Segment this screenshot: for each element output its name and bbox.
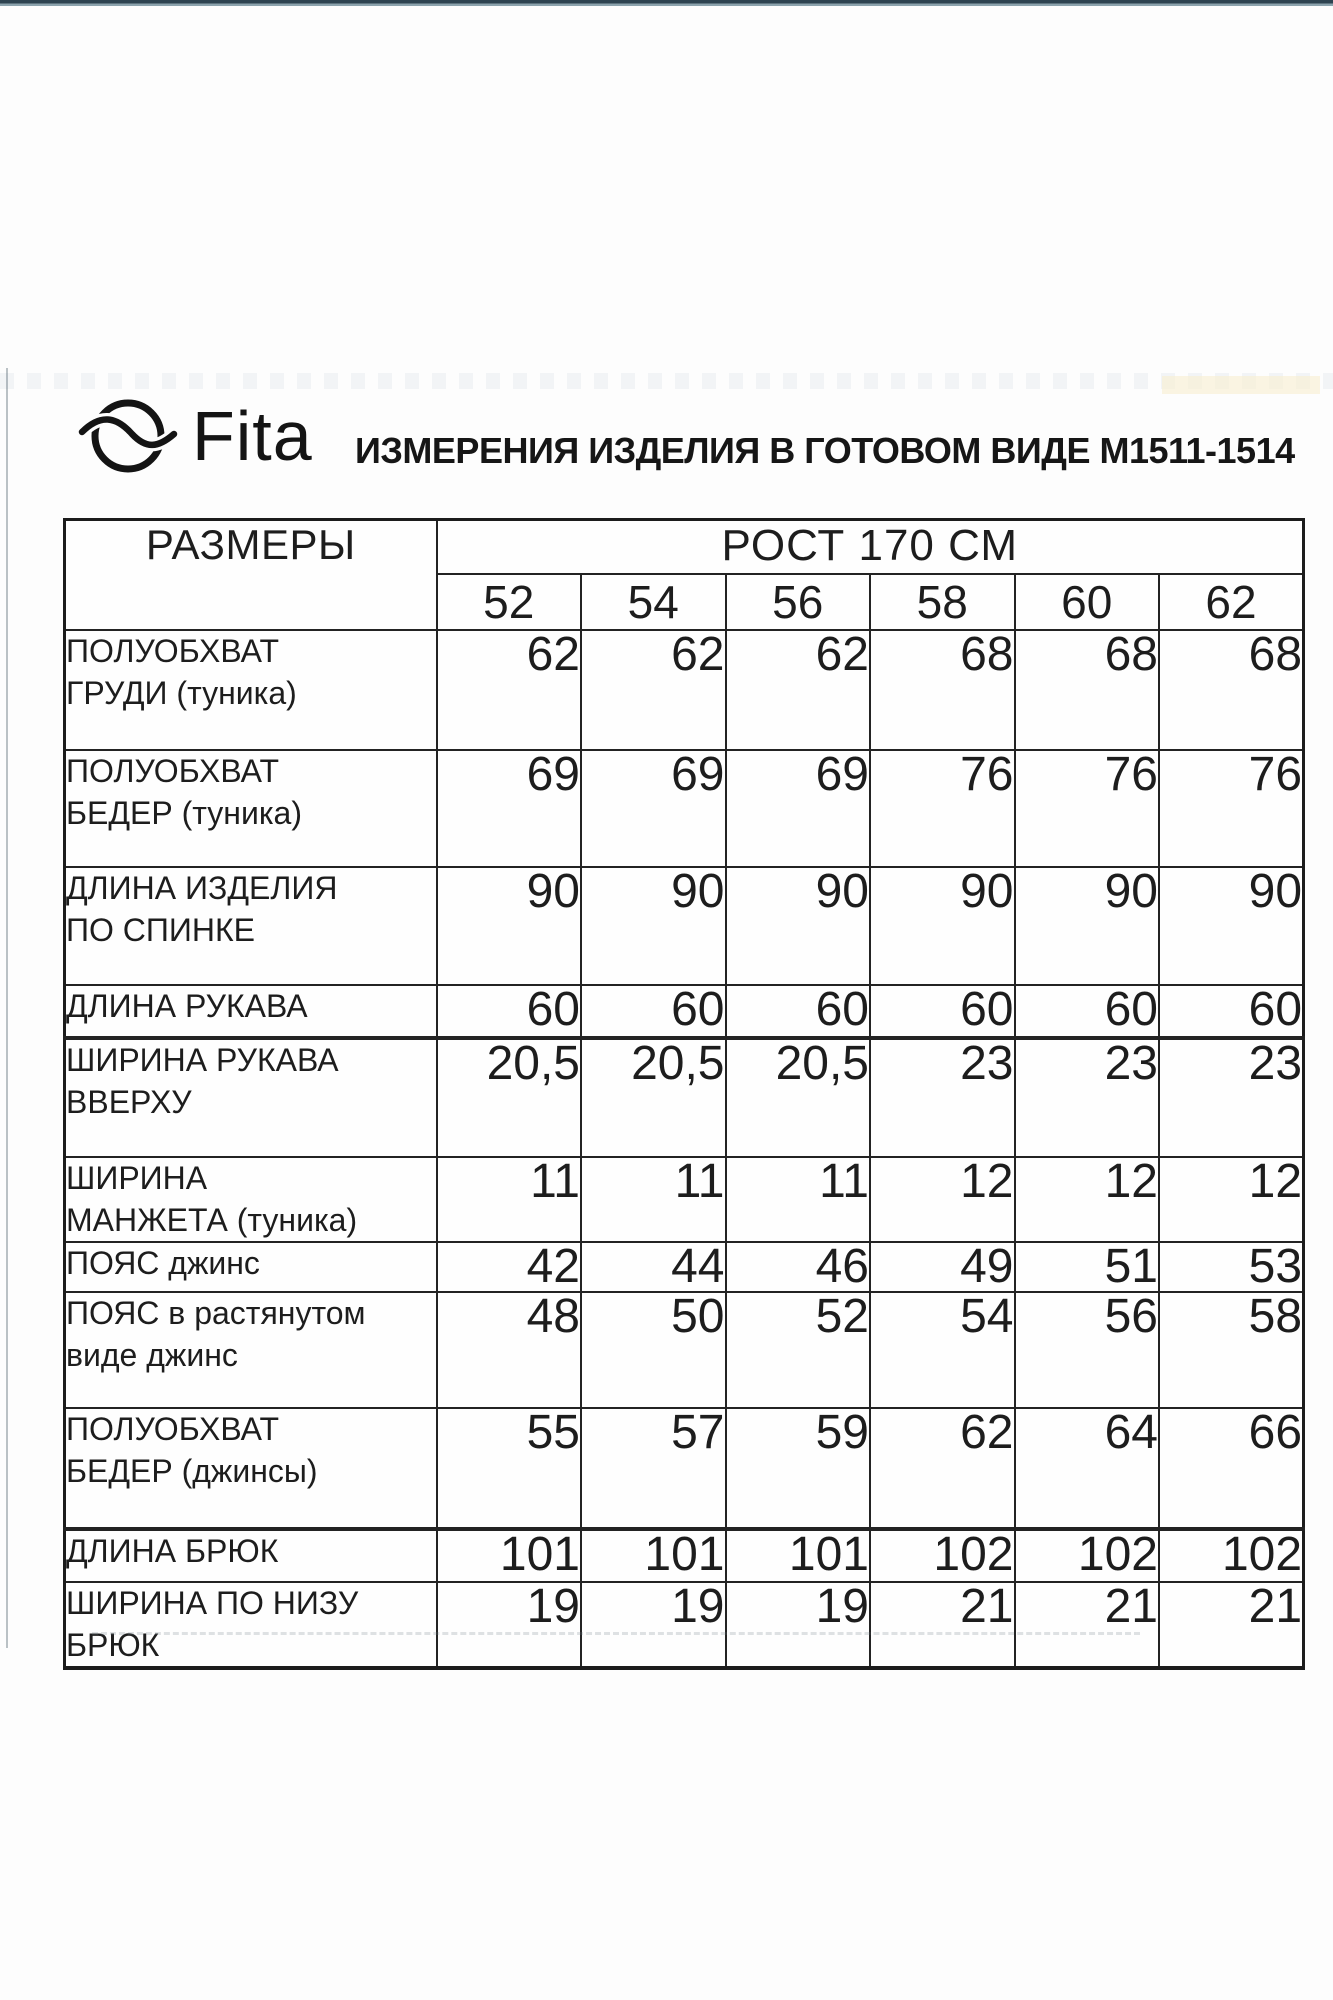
row-label (65, 1408, 437, 1529)
value-cell: 49 (870, 1242, 1015, 1292)
row-label-text: ШИРИНА РУКАВА ВВЕРХУ (66, 1042, 339, 1120)
table-row (65, 1582, 1304, 1668)
row-label (65, 630, 437, 750)
table-row (65, 1529, 1304, 1582)
size-column-header: 56 (726, 574, 871, 630)
value-cell: 69 (581, 750, 726, 867)
value-cell: 76 (1159, 750, 1304, 867)
row-label (65, 1292, 437, 1408)
value-cell: 90 (581, 867, 726, 985)
row-label (65, 1038, 437, 1157)
row-label (65, 1157, 437, 1242)
value-cell: 101 (726, 1529, 871, 1582)
top-divider-rule (0, 0, 1333, 6)
value-cell: 11 (581, 1157, 726, 1242)
page-title: ИЗМЕРЕНИЯ ИЗДЕЛИЯ В ГОТОВОМ ВИДЕ М1511-1514 (355, 430, 1295, 471)
value-cell: 54 (870, 1292, 1015, 1408)
value-cell: 90 (1159, 867, 1304, 985)
value-cell: 101 (581, 1529, 726, 1582)
table-row (65, 630, 1304, 750)
value-cell: 53 (1159, 1242, 1304, 1292)
row-label-text: ПОЯС в растянутом виде джинс (66, 1295, 366, 1373)
size-table (63, 518, 1305, 1670)
value-cell: 62 (870, 1408, 1015, 1529)
value-cell: 20,5 (581, 1038, 726, 1157)
row-label (65, 867, 437, 985)
value-cell: 60 (581, 985, 726, 1038)
value-cell: 56 (1015, 1292, 1160, 1408)
size-column-header: 60 (1015, 574, 1160, 630)
row-label (65, 1242, 437, 1292)
value-cell: 90 (437, 867, 582, 985)
value-cell: 19 (581, 1582, 726, 1668)
value-cell: 23 (1159, 1038, 1304, 1157)
value-cell: 62 (437, 630, 582, 750)
table-row (65, 1038, 1304, 1157)
value-cell: 102 (1015, 1529, 1160, 1582)
value-cell: 69 (726, 750, 871, 867)
value-cell: 60 (870, 985, 1015, 1038)
value-cell: 90 (1015, 867, 1160, 985)
table-row (65, 1157, 1304, 1242)
value-cell: 69 (437, 750, 582, 867)
row-label (65, 750, 437, 867)
row-label-text: ДЛИНА РУКАВА (66, 988, 308, 1024)
value-cell: 23 (1015, 1038, 1160, 1157)
value-cell: 48 (437, 1292, 582, 1408)
value-cell: 50 (581, 1292, 726, 1408)
value-cell: 52 (726, 1292, 871, 1408)
size-column-header: 62 (1159, 574, 1304, 630)
value-cell: 21 (1015, 1582, 1160, 1668)
value-cell: 64 (1015, 1408, 1160, 1529)
value-cell: 60 (1159, 985, 1304, 1038)
value-cell: 58 (1159, 1292, 1304, 1408)
value-cell: 20,5 (437, 1038, 582, 1157)
value-cell: 101 (437, 1529, 582, 1582)
value-cell: 21 (1159, 1582, 1304, 1668)
row-label-text: ПОЛУОБХВАТ ГРУДИ (туника) (66, 633, 297, 711)
value-cell: 90 (726, 867, 871, 985)
table-row (65, 750, 1304, 867)
value-cell: 23 (870, 1038, 1015, 1157)
table-row (65, 1242, 1304, 1292)
value-cell: 90 (870, 867, 1015, 985)
row-label-text: ДЛИНА ИЗДЕЛИЯ ПО СПИНКЕ (66, 870, 338, 948)
row-label-text: ШИРИНА ПО НИЗУ БРЮК (66, 1585, 359, 1663)
row-label (65, 1529, 437, 1582)
value-cell: 60 (437, 985, 582, 1038)
row-label-text: ДЛИНА БРЮК (66, 1533, 279, 1570)
value-cell: 60 (1015, 985, 1160, 1038)
value-cell: 44 (581, 1242, 726, 1292)
value-cell: 19 (437, 1582, 582, 1668)
value-cell: 68 (1015, 630, 1160, 750)
size-column-header: 52 (437, 574, 582, 630)
value-cell: 59 (726, 1408, 871, 1529)
value-cell: 46 (726, 1242, 871, 1292)
value-cell: 21 (870, 1582, 1015, 1668)
value-cell: 11 (726, 1157, 871, 1242)
value-cell: 12 (870, 1157, 1015, 1242)
value-cell: 19 (726, 1582, 871, 1668)
row-label-text: ШИРИНА МАНЖЕТА (туника) (66, 1160, 358, 1238)
value-cell: 57 (581, 1408, 726, 1529)
size-column-header: 58 (870, 574, 1015, 630)
value-cell: 68 (870, 630, 1015, 750)
highlight-strip (1162, 376, 1320, 394)
value-cell: 51 (1015, 1242, 1160, 1292)
value-cell: 11 (437, 1157, 582, 1242)
brand-name: Fita (192, 397, 313, 475)
value-cell: 12 (1159, 1157, 1304, 1242)
row-label-text: ПОЛУОБХВАТ БЕДЕР (джинсы) (66, 1411, 318, 1489)
value-cell: 62 (581, 630, 726, 750)
value-cell: 76 (1015, 750, 1160, 867)
left-edge-line (6, 368, 8, 1648)
value-cell: 55 (437, 1408, 582, 1529)
value-cell: 68 (1159, 630, 1304, 750)
table-row (65, 1408, 1304, 1529)
value-cell: 12 (1015, 1157, 1160, 1242)
table-row (65, 985, 1304, 1038)
value-cell: 102 (1159, 1529, 1304, 1582)
row-label-text: ПОЯС джинс (66, 1245, 260, 1282)
group-header: РОСТ 170 СМ (437, 520, 1304, 575)
table-row (65, 1292, 1304, 1408)
value-cell: 20,5 (726, 1038, 871, 1157)
corner-header: РАЗМЕРЫ (65, 520, 437, 631)
size-column-header: 54 (581, 574, 726, 630)
value-cell: 42 (437, 1242, 582, 1292)
row-label (65, 985, 437, 1038)
value-cell: 102 (870, 1529, 1015, 1582)
row-label-text: ПОЛУОБХВАТ БЕДЕР (туника) (66, 753, 302, 831)
dashed-separator (92, 1632, 1140, 1635)
value-cell: 62 (726, 630, 871, 750)
texture-band (0, 373, 1333, 389)
row-label (65, 1582, 437, 1668)
value-cell: 76 (870, 750, 1015, 867)
table-row (65, 867, 1304, 985)
header-row-group (65, 520, 1304, 575)
circle-wave-logo-icon (78, 392, 178, 480)
value-cell: 66 (1159, 1408, 1304, 1529)
brand-logo (78, 392, 313, 480)
value-cell: 60 (726, 985, 871, 1038)
